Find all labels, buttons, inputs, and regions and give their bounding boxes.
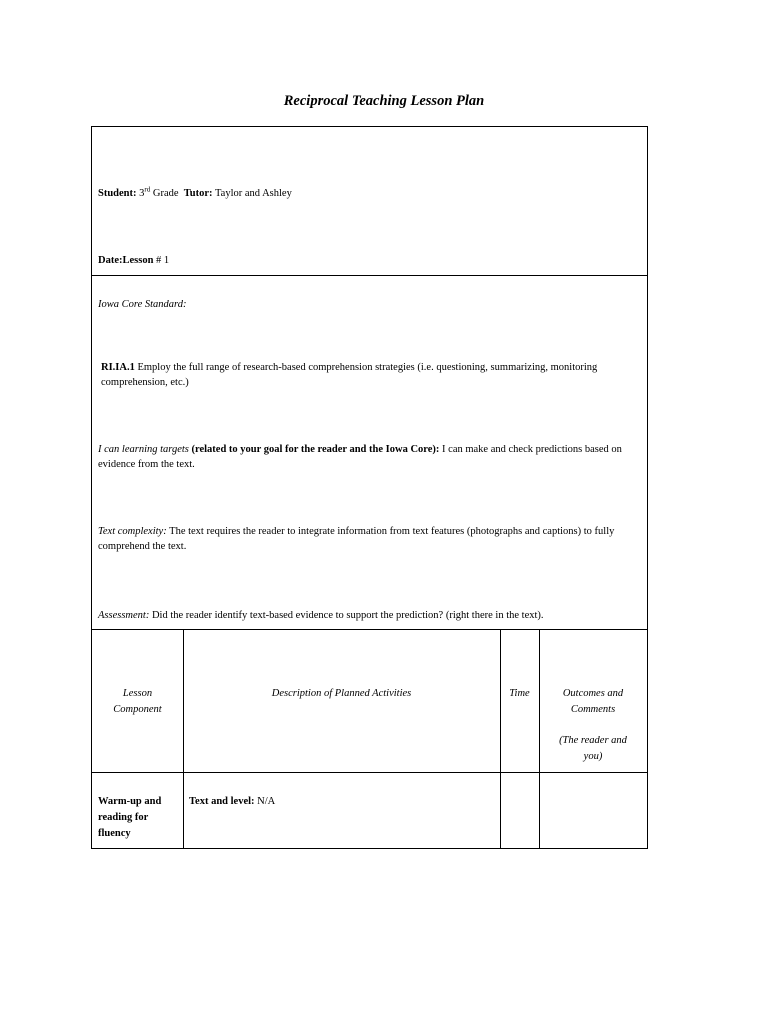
learning-targets (98, 442, 639, 472)
learning-targets-label: I can learning targets (98, 444, 189, 455)
date-lesson-line (98, 253, 639, 268)
text-complexity-text: The text requires the reader to integrate information from text features (photographs and captions) to fully comprehend the text. (98, 526, 615, 552)
row-text-level (189, 794, 494, 810)
student-tutor-line (98, 186, 639, 201)
standards-box (91, 275, 648, 630)
text-complexity (98, 524, 639, 554)
assessment-text: Did the reader identify text-based evidence to support the prediction? (right there in the text). (151, 610, 544, 621)
document-title: Reciprocal Teaching Lesson Plan (283, 93, 485, 109)
text-level-value: N/A (257, 796, 276, 807)
student-label: Student: (98, 188, 137, 199)
assessment (98, 608, 639, 623)
tutor-value: Taylor and Ashley (215, 188, 292, 199)
tutor-label: Tutor: (183, 188, 213, 199)
standard-text: Employ the full range of research-based comprehension strategies (i.e. questioning, summarizing, monitoring comprehension, etc.) (101, 362, 598, 388)
student-grade: 3rd Grade (139, 185, 179, 199)
iowa-core-label: Iowa Core Standard: (98, 299, 187, 310)
header-lesson-component: Lesson Component (113, 688, 162, 715)
text-level-label: Text and level: (189, 796, 255, 807)
table-divider (92, 772, 647, 773)
learning-targets-note: (related to your goal for the reader and the Iowa Core): (191, 444, 440, 455)
row-component-warmup: Warm-up and reading for fluency (98, 796, 162, 839)
date-label: Date:Lesson (98, 255, 154, 266)
text-complexity-label: Text complexity: (98, 526, 167, 537)
header-description: Description of Planned Activities (271, 688, 412, 699)
header-outcomes: Outcomes and Comments (The reader and you) (559, 688, 627, 762)
standard-ria (101, 360, 639, 390)
table-divider (500, 630, 501, 848)
lesson-header-box (91, 126, 648, 276)
assessment-label: Assessment: (98, 610, 150, 621)
standard-code: RI.IA.1 (101, 362, 135, 373)
lesson-number: # 1 (156, 255, 170, 266)
header-time: Time (509, 688, 530, 699)
table-divider (183, 630, 184, 848)
learning-targets-text: I can make and check predictions based on evidence from the text. (98, 444, 622, 470)
lesson-components-table (91, 629, 648, 849)
